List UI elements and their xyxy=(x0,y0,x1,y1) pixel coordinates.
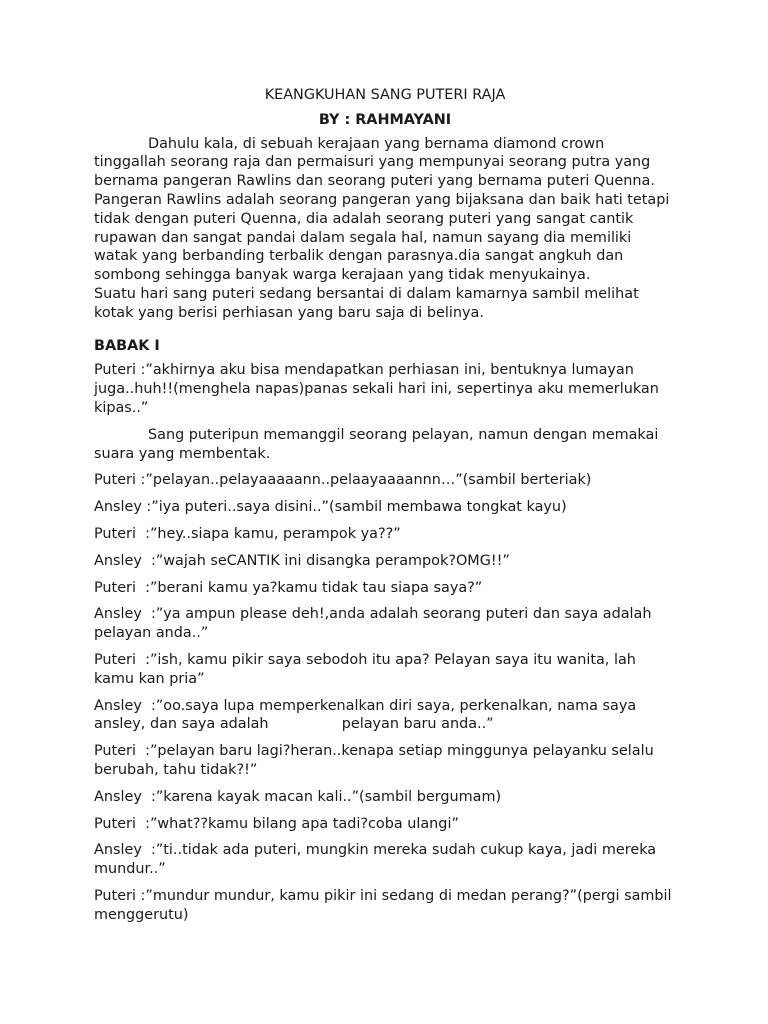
dialog-line: Puteri :”what??kamu bilang apa tadi?coba ulangi” xyxy=(94,815,459,832)
dialog-line: Puteri :”pelayan baru lagi?heran..kenapa setiap minggunya pelayanku selalu berubah, tahu tidak?!” xyxy=(94,743,659,778)
narration-line: Sang puteripun memanggil seorang pelayan, namun dengan memakai suara yang membentak. xyxy=(94,426,663,462)
document-title: KEANGKUHAN SANG PUTERI RAJA xyxy=(264,87,506,103)
dialog-line: Puteri :”mundur mundur, kamu pikir ini sedang di medan perang?”(pergi sambil menggerutu) xyxy=(94,887,677,923)
intro-paragraph: Suatu hari sang puteri sedang bersantai di dalam kamarnya sambil melihat kotak yang berisi perhiasan yang baru saja di belinya. xyxy=(94,285,644,321)
dialog-line: Ansley :”karena kayak macan kali..”(sambil bergumam) xyxy=(94,788,502,805)
dialog-line: Puteri :”pelayan..pelayaaaaann..pelaayaaaannn…”(sambil berteriak) xyxy=(94,472,592,489)
dialog-line: Ansley :”wajah seCANTIK ini disangka perampok?OMG!!” xyxy=(94,552,510,569)
intro-paragraph: Pangeran Rawlins adalah seorang pangeran yang bijaksana dan baik hati tetapi tidak dengan puteri Quenna, dia adalah seorang puteri yang sangat cantik rupawan dan sangat pandai dalam segala hal, namun sayang dia memiliki watak yang berbanding terbalik dengan parasnya.dia sangat angkuh dan sombong sehingga banyak warga kerajaan yang tidak menyukainya. xyxy=(94,191,674,284)
act-heading: BABAK I xyxy=(94,337,160,354)
dialog-line: Ansley :”ti..tidak ada puteri, mungkin mereka sudah cukup kaya, jadi mereka mundur..” xyxy=(94,842,661,878)
author-byline: BY : RAHMAYANI xyxy=(318,111,452,128)
dialog-line: Ansley :”iya puteri..saya disini..”(sambil membawa tongkat kayu) xyxy=(94,499,567,516)
dialog-line: Puteri :”akhirnya aku bisa mendapatkan perhiasan ini, bentuknya lumayan juga..huh!!(menghela napas)panas sekali hari ini, sepertinya aku memerlukan kipas..” xyxy=(94,362,664,416)
dialog-line: Puteri :”hey..siapa kamu, perampok ya??” xyxy=(94,525,401,542)
dialog-line: Ansley :”oo.saya lupa memperkenalkan diri saya, perkenalkan, nama saya ansley, dan saya adalah pelayan baru anda..” xyxy=(94,697,641,733)
dialog-line: Puteri :”berani kamu ya?kamu tidak tau siapa saya?” xyxy=(94,579,483,596)
intro-paragraph: Dahulu kala, di sebuah kerajaan yang bernama diamond crown tinggallah seorang raja dan permaisuri yang mempunyai seorang putra yang bernama pangeran Rawlins dan seorang puteri yang bernama puteri Quenna. xyxy=(94,135,655,190)
dialog-line: Puteri :”ish, kamu pikir saya sebodoh itu apa? Pelayan saya itu wanita, lah kamu kan pria” xyxy=(94,651,641,687)
dialog-line: Ansley :”ya ampun please deh!,anda adalah seorang puteri dan saya adalah pelayan anda..” xyxy=(94,606,657,642)
script-lines xyxy=(94,361,676,924)
intro-narration xyxy=(94,135,676,323)
